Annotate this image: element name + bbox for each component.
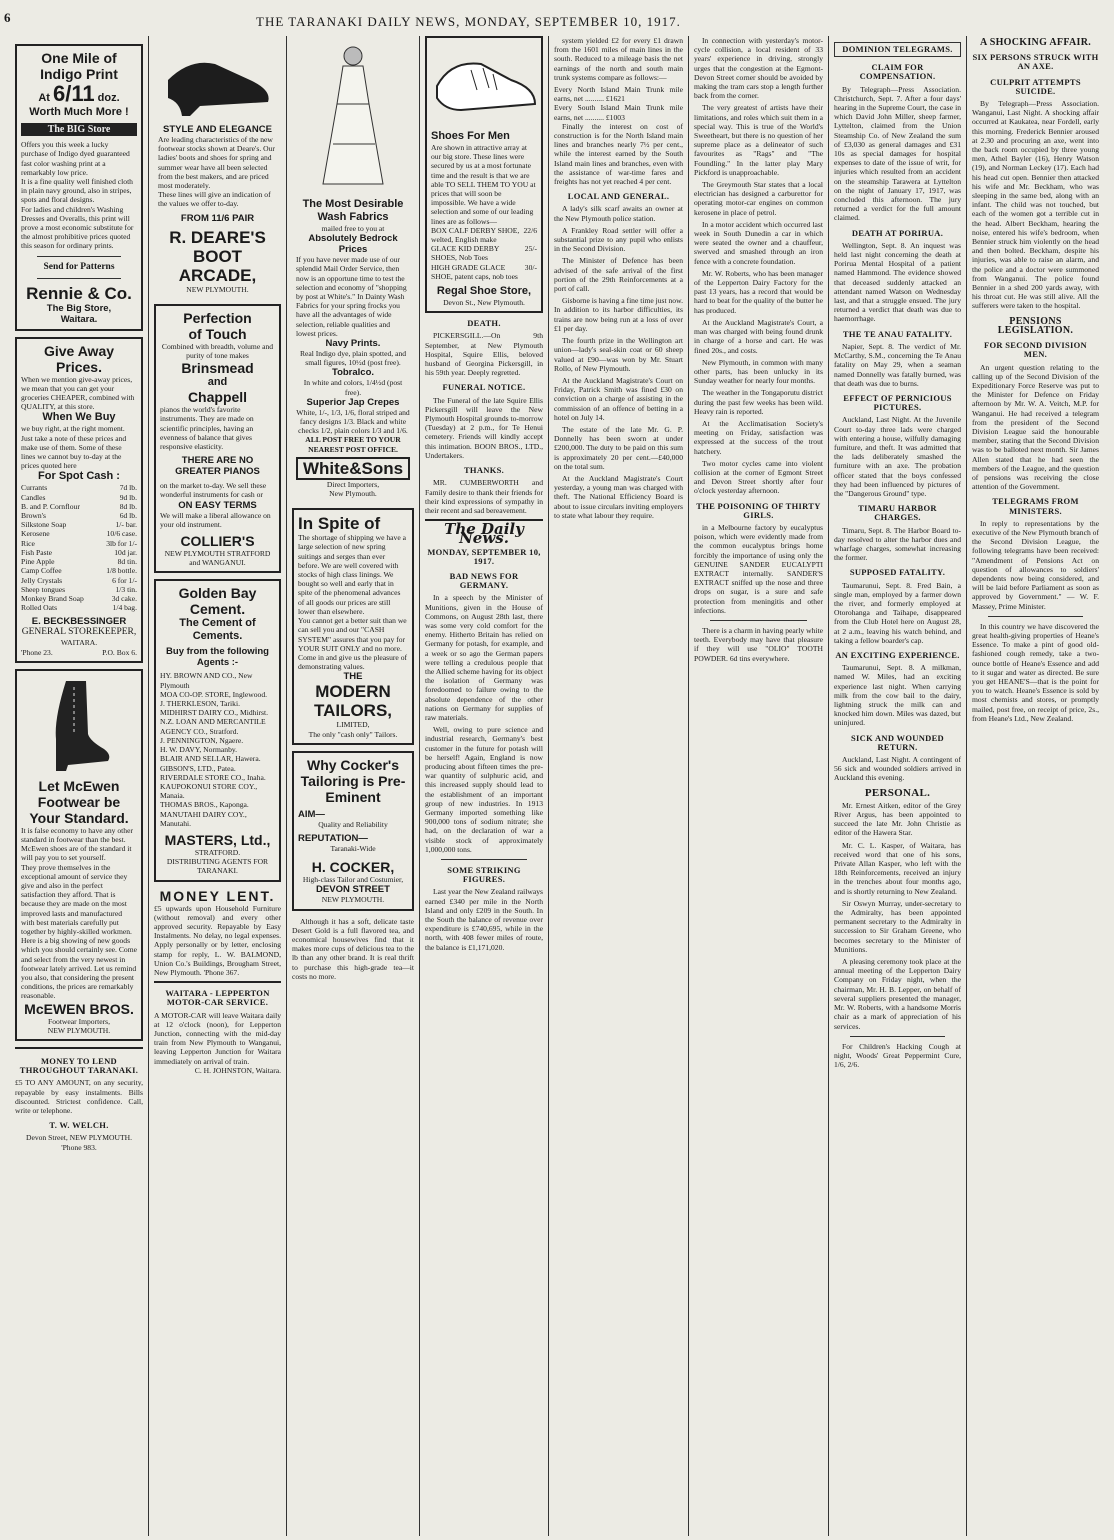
local-item: Two motor cycles came into violent collision at the corner of Egmont Street and Devon Street shortly after four o'clock yesterday afternoon. — [694, 458, 823, 496]
local-item: At the Acclimatisation Society's meeting on Friday, satisfaction was expressed at the success of the trout hatchery. — [694, 418, 823, 456]
section-heading: DEATH. — [467, 318, 501, 329]
brand-name: Brinsmead — [181, 360, 254, 377]
ad-subhead: mailed free to you at — [321, 224, 385, 233]
column-7 — [828, 36, 966, 1536]
ad-golden-bay-cement — [154, 579, 281, 881]
price-item: Monkey Brand Soap — [21, 593, 84, 603]
local-item: The Minister of Defence has been advised of the safe arrival of the first portion of the 29th Reinforcements at a port of call. — [554, 256, 683, 294]
ad-body: The shortage of shipping we have a large selection of new spring suitings and serges than ever before. We are well covered with stocks of high class linings. We bought so well and early that in spite of the phenomenal advances of all goods our prices are still lower than elsewhere. — [298, 533, 406, 616]
patterns-note: Send for Patterns — [43, 261, 115, 272]
company-name: McEWEN BROS. — [24, 1000, 134, 1017]
agent-item: HY. BROWN AND CO., New Plymouth — [160, 671, 253, 690]
price-value: 10/6 case. — [106, 529, 137, 539]
agent-item: H. W. DAVY, Normanby. — [160, 745, 238, 755]
article-subheading: SIX PERSONS STRUCK WITH AN AXE. — [972, 52, 1099, 72]
town: NEW PLYMOUTH. — [47, 1025, 111, 1035]
article-text: Last year the New Zealand railways earned £340 per mile in the North Island and only £209 in the South. In the South the balance of revenue over expenditure is £740,695, while in the north, with 408 fewer miles of route, the balance is £1,171,020. — [425, 887, 543, 952]
local-item: At the Auckland Magistrate's Court on Friday, Patrick Smith was fined £30 on conviction on a charge of assisting in the commission of an offence of betting in a hotel on July 14. — [554, 375, 683, 422]
ad-headline: Perfection — [183, 309, 252, 326]
shoe-list — [431, 226, 537, 281]
item-title: Navy Prints. — [325, 338, 381, 350]
column-4 — [419, 36, 548, 1536]
ad-body: These lines will give an indication of the values we offer to-day. — [158, 190, 271, 209]
agent-item: KAUPOKONUI STORE COY., Manaia. — [160, 781, 258, 801]
local-item: In a motor accident which occurred last week in South Dunedin a car in which were seated the owner and a chauffeur, swerved and smashed through an iron fence with a concrete foundation. — [694, 219, 823, 266]
town: WAITARA. — [60, 638, 98, 648]
article-heading: SUPPOSED FATALITY. — [849, 567, 946, 578]
ad-body: Combined with breadth, volume and purity of tone makes — [161, 341, 274, 361]
article-text: Taumarunui, Sept. 8. Fred Bain, a single man, employed by a farmer down the river, and formerly employed at Otorohanga and Taihape, disappeared from the Club Hotel here on August 28, at 2 a.m., leaving his watch behind, and taking a fellow boarder's cap. — [834, 580, 961, 645]
company-role: High-class Tailor and Costumier, — [302, 875, 404, 885]
column-1 — [10, 36, 148, 1536]
ad-body: Are shown in attractive array at our big store. These lines were secured by us at a most fortunate time and the result is that we are able TO SELL THEM TO YOU at prices that will soon be impossible. We have a wide selection and some of our leading lines are as follows— — [431, 143, 536, 226]
shoe-item: GLACE KID DERBY SHOES, Nob Toes — [431, 244, 500, 263]
ad-body: A MOTOR-CAR will leave Waitara daily at 12 o'clock (noon), for Lepperton Junction, connecting with the mid-day train from New Plymouth to Wanganui, leaving Lepperton Junction for Waitara immediately on arrival of train. — [154, 1010, 281, 1066]
earnings-line: Every South Island Main Trunk mile earns, net .......... £1003 — [554, 103, 683, 122]
item-title: Superior Jap Crepes — [306, 396, 400, 408]
ad-headline: One Mile of — [41, 50, 117, 66]
price-item: Rolled Oats — [21, 603, 58, 613]
article-heading: DEATH AT PORIRUA. — [851, 227, 944, 238]
price-item: Fish Paste — [21, 547, 53, 557]
article-text: A pleasing ceremony took place at the annual meeting of the Lepperton Dairy Company on Friday night, when the chairman, Mr. H. B. Lepper, on behalf of several suppliers presented the manager, Mr. W. Roberts, with a handsome Morris chair as a mark of appreciation of his services. — [834, 957, 961, 1031]
price-row — [21, 483, 137, 492]
ad-body: £5 upwards upon Household Furniture (without removal) and every other approved security. Repayable by Easy Instalments. No delay, no legal expenses. Apply personally or by letter, enclosing stamp for reply, L. W. BALMOND, Union Co.'s Buildings, Brougham Street, New Plymouth. 'Phone 367. — [154, 903, 281, 977]
article-text: Napier, Sept. 8. The verdict of Mr. McCarthy, S.M., concerning the Te Anau fatality on May 29, when a seaman named Donnelly was fatally burned, was that death was due to burns. — [834, 341, 961, 388]
local-item: The Greymouth Star states that a local electrician has designed a carburettor for operating motor-car engines on common kerosene in place of petrol. — [694, 180, 823, 217]
shoe-row — [431, 263, 537, 281]
article-text: Auckland, Last Night. A contingent of 56 sick and wounded soldiers arrived in Auckland this evening. — [834, 755, 961, 783]
town: STRATFORD. — [194, 847, 241, 857]
ad-subhead: For Spot Cash : — [38, 470, 120, 483]
ad-tagline: The only "cash only" Tailors. — [308, 729, 398, 739]
ad-body: £5 TO ANY AMOUNT, on any security, repayable by easy instalments. Bills discounted. Strictest confidence. Call, write or telephone. — [15, 1078, 143, 1115]
agent-item: MIDHIRST DAIRY CO., Midhirst. — [160, 708, 269, 718]
item-desc: Real Indigo dye, plain spotted, and small figures, 10½d (post free). — [299, 349, 407, 368]
company-name: White&Sons — [296, 457, 410, 480]
ad-body: It is false economy to have any other standard in footwear than the best. McEwen shoes are of the standard it will pay you to set yourself. — [21, 825, 133, 863]
price-row — [21, 603, 137, 612]
price-row — [21, 585, 137, 594]
price-value: 8d tin. — [117, 557, 137, 567]
ad-body: Taranaki-Wide — [330, 843, 376, 853]
price-item: Kerosene — [21, 529, 50, 539]
post-note: ALL POST FREE TO YOUR NEAREST POST OFFICE. — [305, 435, 401, 454]
company-role: Direct Importers, — [326, 479, 380, 489]
price-item: Jelly Crystals — [21, 575, 63, 585]
ad-deares-boot-arcade — [154, 42, 281, 298]
shoe-illustration — [160, 50, 275, 120]
ad-modern-tailors — [292, 508, 414, 744]
shoe-price: 22/6 — [523, 225, 537, 235]
price-row — [21, 529, 137, 538]
local-item: The estate of the late Mr. G. P. Donnelly has been sworn at under £200,000. The duty to be paid on this sum is approximately 20 per cent.—£40,000 on the total sum. — [554, 424, 683, 471]
ad-subhead: REPUTATION— — [298, 832, 368, 844]
price-row — [21, 548, 137, 557]
agent-list — [160, 671, 275, 827]
agent-item: BLAIR AND SELLAR, Hawera. — [160, 754, 261, 764]
ad-colliers-pianos — [154, 304, 281, 574]
advertiser-address: Devon Street, NEW PLYMOUTH. 'Phone 983. — [25, 1133, 133, 1152]
section-heading: FUNERAL NOTICE. — [442, 382, 526, 393]
ad-mcewen-footwear — [15, 669, 143, 1041]
store-tag: The BIG Store — [21, 123, 137, 136]
price-from: FROM 11/6 PAIR — [180, 212, 255, 224]
po-box: P.O. Box 6. — [102, 647, 137, 657]
shoe-row — [431, 244, 537, 262]
ad-headline: In Spite of — [298, 514, 381, 534]
article-subheading: TELEGRAMS FROM MINISTERS. — [992, 496, 1079, 516]
page-number: 6 — [4, 10, 11, 25]
ad-body: pianos the world's favorite instruments. They are made on scientific principles, having an evenness of balance that gives responsive elasticity. — [160, 405, 254, 452]
price-list — [21, 483, 137, 612]
price-item: B. and P. Cornflour — [21, 501, 80, 511]
ad-headline: Footwear be — [37, 793, 121, 810]
ad-money-to-lend — [15, 1047, 143, 1152]
ad-indigo-print — [15, 44, 143, 331]
ad-body: on the market to-day. We sell these wonderful instruments for cash or — [160, 481, 267, 500]
newspaper-title: THE TARANAKI DAILY NEWS, MONDAY, SEPTEMBER 10, 1917. — [256, 14, 681, 29]
price-item: Currants — [21, 483, 48, 493]
ad-give-away-prices — [15, 337, 143, 663]
ad-body: Here is a big showing of new goods which you should certainly see. Come and select from the very newest in footwear lately arrived. Let us remind you also, that considering the present conditions, the prices are remarkably reasonable. — [21, 936, 137, 1001]
town: NEW PLYMOUTH. — [321, 895, 385, 905]
ad-body: For ladies and children's Washing Dresses and Overalls, this print will prove a most economic substitute for the almost prohibitive prices quoted this season for ordinary prints. — [21, 204, 134, 251]
section-heading: LOCAL AND GENERAL. — [567, 191, 670, 202]
agent-item: THOMAS BROS., Kaponga. — [160, 800, 249, 810]
company-name: ARCADE, — [178, 265, 257, 285]
price-row — [21, 557, 137, 566]
ad-body: You cannot get a better suit than we can sell you and our "CASH SYSTEM" assures that you pay for YOUR SUIT ONLY and no more. — [298, 616, 407, 653]
price-value: 7d lb. — [119, 483, 137, 493]
ad-body: Quality and Reliability — [318, 819, 388, 829]
article-text: Mr. C. L. Kasper, of Waitara, has received word that one of his sons, Private Allan Kasper, who left with the 18th Reinforcements, received an injury in the trenches about four months ago, and is shortly returning to New Zealand. — [834, 840, 961, 896]
ad-body: Offers you this week a lucky purchase of Indigo dyed guaranteed fast color washing print at a remarkably low price. — [21, 140, 130, 177]
article-text: Well, owing to pure science and industrial research, Germany's best customer in the future for potash will be herself! Again, England is now producing about fifteen times the pre-war quantity of sulphuric acid, and this increased supply should lead to the establishment of an important group of new industries. In 1913 Germany imported something like 900,000 tons of sodium nitrate; she had, on the declaration of war a visible stock of approximately 1,000,000 tons. — [425, 725, 543, 854]
article-heading: EFFECT OF PERNICIOUS PICTURES. — [843, 392, 952, 413]
price-item: Camp Coffee — [21, 566, 62, 576]
ad-headline: WAITARA - LEPPERTON MOTOR-CAR SERVICE. — [165, 988, 270, 1008]
ad-body: We will make a liberal allowance on your old instrument. — [160, 510, 271, 529]
shoe-item: BOX CALF DERBY SHOE, welted, English make — [431, 225, 520, 245]
company-role: GENERAL STOREKEEPER, — [21, 627, 137, 638]
article-heading: SOME STRIKING FIGURES. — [447, 865, 521, 885]
price-item: Rice — [21, 538, 35, 548]
price-item: Candles — [21, 492, 46, 502]
company-name: BOOT — [192, 246, 243, 266]
price-value: 1/3 tin. — [115, 584, 137, 594]
date-line: MONDAY, SEPTEMBER 10, 1917. — [427, 546, 541, 566]
boot-illustration — [44, 679, 114, 774]
company-name: THE — [343, 671, 363, 683]
price-row — [21, 594, 137, 603]
company-name: MASTERS, Ltd., — [164, 831, 271, 848]
price-row — [21, 502, 137, 511]
price-value: 3lb for 1/- — [106, 538, 137, 548]
company-name: COLLIER'S — [180, 533, 255, 550]
agent-item: RIVERDALE STORE CO., Inaha. — [160, 772, 266, 782]
ad-headline: STYLE AND ELEGANCE — [163, 124, 272, 135]
price-value: 1/4 bag. — [112, 603, 137, 613]
ad-cockers-tailoring — [292, 751, 414, 911]
ad-headline: Shoes For Men — [431, 130, 510, 142]
agent-item: MOA CO-OP. STORE, Inglewood. — [160, 689, 268, 699]
local-item: A lady's silk scarf awaits an owner at the New Plymouth police station. — [554, 204, 683, 223]
price-row — [21, 493, 137, 502]
ad-regal-shoe-store — [425, 36, 543, 313]
agent-item: N.Z. LOAN AND MERCANTILE AGENCY CO., Stratford. — [160, 717, 266, 736]
article-text: In reply to representations by the executive of the New Plymouth branch of the Second Division League, the following telegrams have been received: "Amendment of Pensions Act on question of allowances to soldiers' dependents now being considered, and will be laid before Parliament as soon as approved by Government." — W. F. Massey, Prime Minister. — [972, 518, 1099, 611]
local-item: The very greatest of artists have their limitations, and roles which suit them in a special way. This is true of the World's Sweetheart, but there is no question of her supreme place as a delineator of such favourites as "Rags" and "The Foundling." In the latter play Mary Pickford is unapproachable. — [694, 103, 823, 177]
local-item: A Frankley Road settler will offer a substantial prize to any pupil who enlists in the Second Division. — [554, 225, 683, 254]
agent-item: GIBSON'S, LTD., Patea. — [160, 763, 236, 773]
local-item: In connection with yesterday's motor-cycle collision, a local resident of 33 years' experience in driving, strongly urges that the congestion at the Egmont-Devon Street corner should be avoided by making the tram cars stop a length further back from the corner. — [694, 36, 823, 101]
advertiser-name: T. W. WELCH. — [49, 1120, 109, 1131]
article-text: There is a charm in having pearly white teeth. Everybody may have that pleasure if they will use "OLIO" TOOTH POWDER. 6d tins everywhere. — [694, 625, 823, 663]
price-value: 3d cake. — [111, 593, 137, 603]
ad-headline: Golden Bay Cement. — [178, 585, 257, 618]
company-name: R. DEARE'S — [169, 227, 266, 247]
ad-headline: MONEY TO LEND THROUGHOUT TARANAKI. — [19, 1055, 139, 1076]
company-address: Devon St., New Plymouth. — [443, 298, 525, 308]
article-heading: TIMARU HARBOR CHARGES. — [858, 503, 937, 523]
ad-headline: MONEY LENT. — [159, 887, 276, 904]
company-address: DEVON STREET — [316, 884, 390, 896]
price-item: Brown's — [21, 511, 46, 521]
article-text: Sir Oswyn Murray, under-secretary to the Admiralty, has been appointed permanent secretary to the Admiralty in succession to Sir Graham Greene, who becomes secretary to the Minister of Munitions. — [834, 898, 961, 954]
ad-headline: Indigo Print — [40, 66, 118, 82]
price-row — [21, 539, 137, 548]
column-6 — [688, 36, 828, 1536]
company-suffix: LIMITED, — [336, 720, 370, 730]
article-text: in a Melbourne factory by eucalyptus poison, which were evidently made from the common eucalyptus brings home forcibly the importance of using only the GENUINE SANDER EUCALYPTI EXTRACT internally. SANDER'S EXTRACT sniffed up the nose and three drops on sugar, is a sure and safe protection from meningitis and other infections. — [694, 522, 823, 615]
shoe-row — [431, 226, 537, 244]
article-text: Auckland, Last Night. At the Juvenile Court to-day three lads were charged with entering a house, wilfully damaging furniture, and theft. It was admitted that the lads deliberately smashed the furniture with an axe. The probation officer stated that the boys confessed they had been influenced by pictures of the "Dangerous Ground" type. — [834, 415, 961, 498]
masthead — [0, 8, 1114, 36]
company-name: E. BECKBESSINGER — [31, 616, 127, 628]
local-items — [694, 36, 823, 496]
notice-text: MR. CUMBERWORTH and Family desire to thank their friends for their kind expressions of sympathy in their recent and sad bereavement. — [425, 478, 543, 515]
ad-body: If you have never made use of our splendid Mail Order Service, then now is an opportune time to test the selection and economy of "shopping by post at White's." In Dainty Wash Fabrics for your spring frocks you have all the advantages of wide selection, reliable qualities and lowest prices. — [296, 255, 407, 338]
dress-illustration — [313, 44, 393, 194]
price-value: 1/- bar. — [115, 520, 137, 530]
price-row — [21, 520, 137, 529]
article-text: In a speech by the Minister of Munitions, given in the House of Commons, on August 28th last, there was some very cold comfort for the enemy. Hitherto Britain has relied on Germany for potash, for example, and a week or so ago the German papers were telling a credulous people that the Allied scheme having for its object the isolation of Germany was foredoomed to failure owing to the absolute dependence of the other nations on Germany for supplies of raw materials. — [425, 593, 543, 722]
earnings-line: Every North Island Main Trunk mile earns, net .......... £1621 — [554, 85, 683, 104]
article-text: In this country we have discovered the great health-giving properties of Heane's Essence. To make a pint of good old-fashioned cough remedy, take a two-ounce bottle of Heane's Essence and add to it sugar and water as directed. Be sure you get HEANE'S—that is the point for you to watch. Heane's Essence is sold by most chemists and stores, or promptly mailed, post free, on receipt of price, 2s., from Heane's Ltd., New Zealand. — [972, 621, 1099, 723]
article-text: For Children's Hacking Cough at night, Woods' Great Peppermint Cure, 1/6, 2/6. — [834, 1041, 961, 1070]
ad-subhead: THERE ARE NO GREATER PIANOS — [175, 455, 260, 478]
section-heading: PERSONAL. — [864, 786, 931, 799]
price-item: Pine Apple — [21, 557, 55, 567]
company-role: Footwear Importers, — [48, 1016, 110, 1026]
ad-headline: Your Standard. — [29, 809, 129, 826]
column-8 — [966, 36, 1104, 1536]
article-text: Wellington, Sept. 8. An inquest was held last night concerning the death at Porirua Mental Hospital of a patient named Hammond. The evidence showed that deceased suddenly attacked an attendant named Watson on Wednesday last, and that a struggle ensued. The jury returned a verdict that death was due to haemorrhage. — [834, 240, 961, 324]
article-heading: SICK AND WOUNDED RETURN. — [851, 732, 944, 752]
price-value: 6 for 1/- — [112, 575, 137, 585]
price-row — [21, 511, 137, 520]
ad-subhead: When We Buy — [42, 411, 116, 424]
article-text: system yielded £2 for every £1 drawn from the 1601 miles of main lines in the south. Reduced to a mileage basis the net earnings of the north and south main trunk systems compare as follows:— — [554, 36, 683, 82]
article-text: By Telegraph—Press Association. Wanganui, Last Night. A shocking affair occurred at Kaukatea, near Fordell, early this morning. Frederick Bennier aroused at 2.30 and procuring an axe, went into the back room occupied by three young men, Athel Bayler (16), Henry Watson (19), and Norman Leckey (17). Each had his head cut open. Bennier then attacked his wife and Mr. Beckham, who was sleeping in the same bed, along with an infant. The child was not touched, but each of the women got a terrible cut in the head. Albert Beckham, hearing the noise, entered his wife's bedroom, when Bennier struck him violently on the head and then bolted. Beckham, despite his injuries, was able to raise an alarm, and the police and a doctor were summoned from Wanganui. The police found Bennier in a shed 200 yards away, with his throat cut. He was still alive. All the sufferers were taken to the hospital. — [972, 99, 1099, 311]
section-heading: THANKS. — [463, 465, 505, 476]
price: 6/11 — [53, 81, 95, 106]
article-text: Mr. Ernest Aitken, editor of the Grey River Argus, has been appointed to succeed the late Mr. John Christie as editor of the Hawera Star. — [834, 800, 961, 838]
company-name: Rennie & Co. — [26, 283, 132, 303]
price-row — [21, 576, 137, 585]
ad-money-lent — [154, 888, 281, 978]
ad-headline: of Touch — [188, 325, 247, 342]
local-items — [554, 204, 683, 470]
article-text: Although it has a soft, delicate taste Desert Gold is a full flavored tea, and economical housewives find that it makes more cups of delicious tea to the lb than any other brand. It is real thrift to purchase this high-grade tea—it costs no more. — [292, 916, 414, 981]
price-value: 8d lb. — [119, 501, 137, 511]
company-name: H. COCKER, — [311, 859, 395, 876]
ad-subhead: Absolutely Bedrock Prices — [308, 233, 398, 256]
ad-subhead: The Cement of Cements. — [179, 617, 256, 643]
article-heading: A SHOCKING AFFAIR. — [979, 37, 1092, 48]
article-subheading: CULPRIT ATTEMPTS SUICIDE. — [990, 76, 1081, 96]
local-item: At the Auckland Magistrate's Court, a man was charged with being found drunk in charge of a horse and cart. He was fined 20s., and costs. — [694, 317, 823, 355]
price-value: 6d lb. — [119, 511, 137, 521]
article-heading: AN EXCITING EXPERIENCE. — [835, 649, 960, 660]
item-desc: White, 1/-, 1/3, 1/6, floral striped and fancy designs 1/3. Black and white checks 1/2, plain colors 1/3 and 1/6. — [296, 407, 410, 436]
advertiser-name: C. H. JOHNSTON, Waitara. — [194, 1065, 281, 1075]
town: NEW PLYMOUTH. — [186, 284, 249, 294]
store-name: The Big Store, — [46, 302, 112, 314]
article-heading: THE TE ANAU FATALITY. — [842, 328, 953, 339]
paper-nameplate: The Daily News. — [444, 520, 524, 548]
article-text: An urgent question relating to the calling up of the Second Division of the Expeditionary Force Reserve was put to the Minister for Defence on Friday afternoon by Mr. W. A. Veitch, M.P. for Wanganui. He had received a telegram from the president of the Second Division League said the honourable member, stating that the Second Division was to be balloted next month. Sir James Allen stated that he had seen the members of the League, and the question of pensions was receiving the close attention of the Government. — [972, 362, 1099, 492]
ad-body: Come in and give us the pleasure of demonstrating values. — [298, 652, 408, 672]
ad-subhead: Buy from the following Agents :- — [166, 646, 269, 669]
price-prefix: At — [38, 92, 50, 104]
brand-name: and — [207, 376, 228, 389]
agent-item: MANUTAHI DAIRY COY., Manutahi. — [160, 809, 247, 828]
price-unit: doz. — [97, 92, 120, 104]
ad-body: When we mention give-away prices, we mean that you can get your groceries CHEAPER, combined with QUALITY, at this store. — [21, 374, 135, 412]
article-text: At the Auckland Magistrate's Court yesterday, a young man was charged with theft. The National Efficiency Board is about to issue circulars inviting employers to state what labour they require. — [554, 473, 683, 520]
article-heading: BAD NEWS FOR GERMANY. — [449, 570, 519, 591]
item-title: Tobralco. — [331, 367, 375, 379]
article-heading: CLAIM FOR COMPENSATION. — [859, 62, 936, 82]
ad-whites-wash-fabrics — [292, 36, 414, 502]
shoe-price: 30/- — [524, 262, 537, 272]
article-subheading: FOR SECOND DIVISION MEN. — [984, 340, 1087, 360]
company-name: Regal Shoe Store, — [436, 285, 532, 298]
notice-text: The Funeral of the late Squire Ellis Pickersgill will leave the New Plymouth Hospital grounds to-morrow (Tuesday) at 2 p.m., for Te Henui cemetery. Friends will kindly accept this intimation. BOON BROS., LTD., Undertakers. — [425, 395, 543, 460]
column-2 — [148, 36, 286, 1536]
ad-subhead: ON EASY TERMS — [178, 499, 257, 511]
phone: 'Phone 23. — [21, 647, 53, 657]
column-3 — [286, 36, 419, 1536]
ad-motor-car-service — [154, 989, 281, 1075]
brand-name: Chappell — [187, 389, 248, 406]
local-item: The fourth prize in the Wellington art union—lady's seal-skin coat or 60 sheep valued at £90—was won by Mr. Stuart Rollo, of New Plymouth. — [554, 336, 683, 373]
ad-headline: Let McEwen — [38, 777, 120, 794]
ad-body: They prove themselves in the exceptional amount of service they give and also in the perfect satisfaction they afford. That is because they are made on the most improved lasts and manufactured with best materials carefully put together by highly-skilled workmen. — [21, 862, 132, 936]
item-desc: In white and colors, 1/4½d (post free). — [303, 378, 403, 397]
ad-headline: Give Away Prices. — [43, 342, 115, 375]
local-item: Mr. W. Roberts, who has been manager of the Lepperton Dairy Factory for the past 13 years, has a record that would be hard to beat for the quality of the butter he has produced. — [694, 268, 823, 315]
ad-subhead: AIM— — [298, 808, 325, 820]
notice-text: PICKERSGILL.—On 9th September, at New Plymouth Hospital, Squire Ellis, beloved husband of Georgina Pickersgill, in his 59th year. Deeply regretted. — [425, 331, 543, 378]
article-heading: PENSIONS LEGISLATION. — [997, 315, 1074, 336]
company-name: MODERN — [315, 682, 391, 702]
price-item: Silkstone Soap — [21, 520, 67, 530]
agent-item: J. THERKLESON, Tariki. — [160, 699, 240, 709]
article-text: Timaru, Sept. 8. The Harbor Board to-day resolved to alter the harbor dues and wharfage charges, somewhat increasing the former. — [834, 525, 961, 563]
shoe-illustration — [431, 46, 541, 126]
price-row — [21, 566, 137, 575]
shoe-item: HIGH GRADE GLACE SHOE, patent caps, nob toes — [431, 262, 518, 281]
local-item: New Plymouth, in common with many other parts, has been unlucky in its Sunday weather for nearly four months. — [694, 357, 823, 386]
town: Waitara. — [60, 313, 98, 325]
local-item: The weather in the Tongaporutu district during the past few weeks has been wild. Heavy rain is reported. — [694, 388, 823, 416]
section-heading: DOMINION TELEGRAMS. — [834, 42, 961, 57]
company-role: DISTRIBUTING AGENTS FOR TARANAKI. — [166, 857, 269, 876]
article-text: Finally the interest on cost of construction is for the North Island main lines and branches nearly 7½ per cent., while the interest earned by the South Island main lines and branches, even with the assistance of war-time fares and freights has not yet reached 4 per cent. — [554, 121, 683, 187]
town: New Plymouth. — [329, 489, 377, 499]
ad-body: It is a fine quality well finished cloth in plain navy ground, also in stripes, spots and floral designs. — [21, 177, 133, 205]
shoe-price: 25/- — [524, 244, 537, 254]
ad-headline: The Most Desirable Wash Fabrics — [302, 198, 404, 223]
column-5 — [548, 36, 688, 1536]
article-text: By Telegraph—Press Association. Christchurch, Sept. 7. After a four days' hearing in the Supreme Court, the case in which David John Miller, sheep farmer, Lyttelton, claimed from the Union Steamship Co. of New Zealand the sum of £3,030 as general damages and £31 10s as special damages for hospital expenses to date of the issue of writ, for injuries which resulted from an accident on the steamship Tarawera at Lyttelton on the night of January 17, 1917, was concluded this afternoon. The jury returned a verdict for the full amount claimed. — [834, 84, 961, 223]
article-text: Taumarunui, Sept. 8. A milkman, named W. Miles, had an exciting experience last night. When carrying milk from the cow bail to the dairy, lightning struck the milk can and knocked him down. Miles was dazed, but uninjured. — [834, 663, 961, 728]
ad-headline: Why Cocker's Tailoring is Pre-Eminent — [300, 756, 406, 805]
ad-tagline: Worth Much More ! — [29, 106, 129, 118]
price-value: 10d jar. — [114, 547, 137, 557]
agent-item: J. PENNINGTON, Ngaere. — [160, 735, 244, 745]
ad-body: Are leading characteristics of the new footwear stocks shown at Deare's. Our ladies' boots and shoes for spring and summer wear have all been selected from the best makers, and are priced most moderately. — [158, 135, 275, 191]
company-name: TAILORS, — [313, 701, 393, 721]
ad-body: we buy right, at the right moment. Just take a note of these prices and make use of them. Some of these lines we cannot buy to-day at the prices quoted here — [21, 424, 127, 471]
price-item: Sheep tongues — [21, 584, 66, 594]
price-value: 9d lb. — [119, 492, 137, 502]
article-heading: THE POISONING OF THIRTY GIRLS. — [696, 500, 821, 520]
towns: NEW PLYMOUTH STRATFORD and WANGANUI. — [164, 549, 271, 568]
price-value: 1/8 bottle. — [106, 566, 137, 576]
local-item: Gisborne is having a fine time just now. In addition to its harbor difficulties, its trains are now being run at a loss of over £1 per day. — [554, 296, 683, 333]
